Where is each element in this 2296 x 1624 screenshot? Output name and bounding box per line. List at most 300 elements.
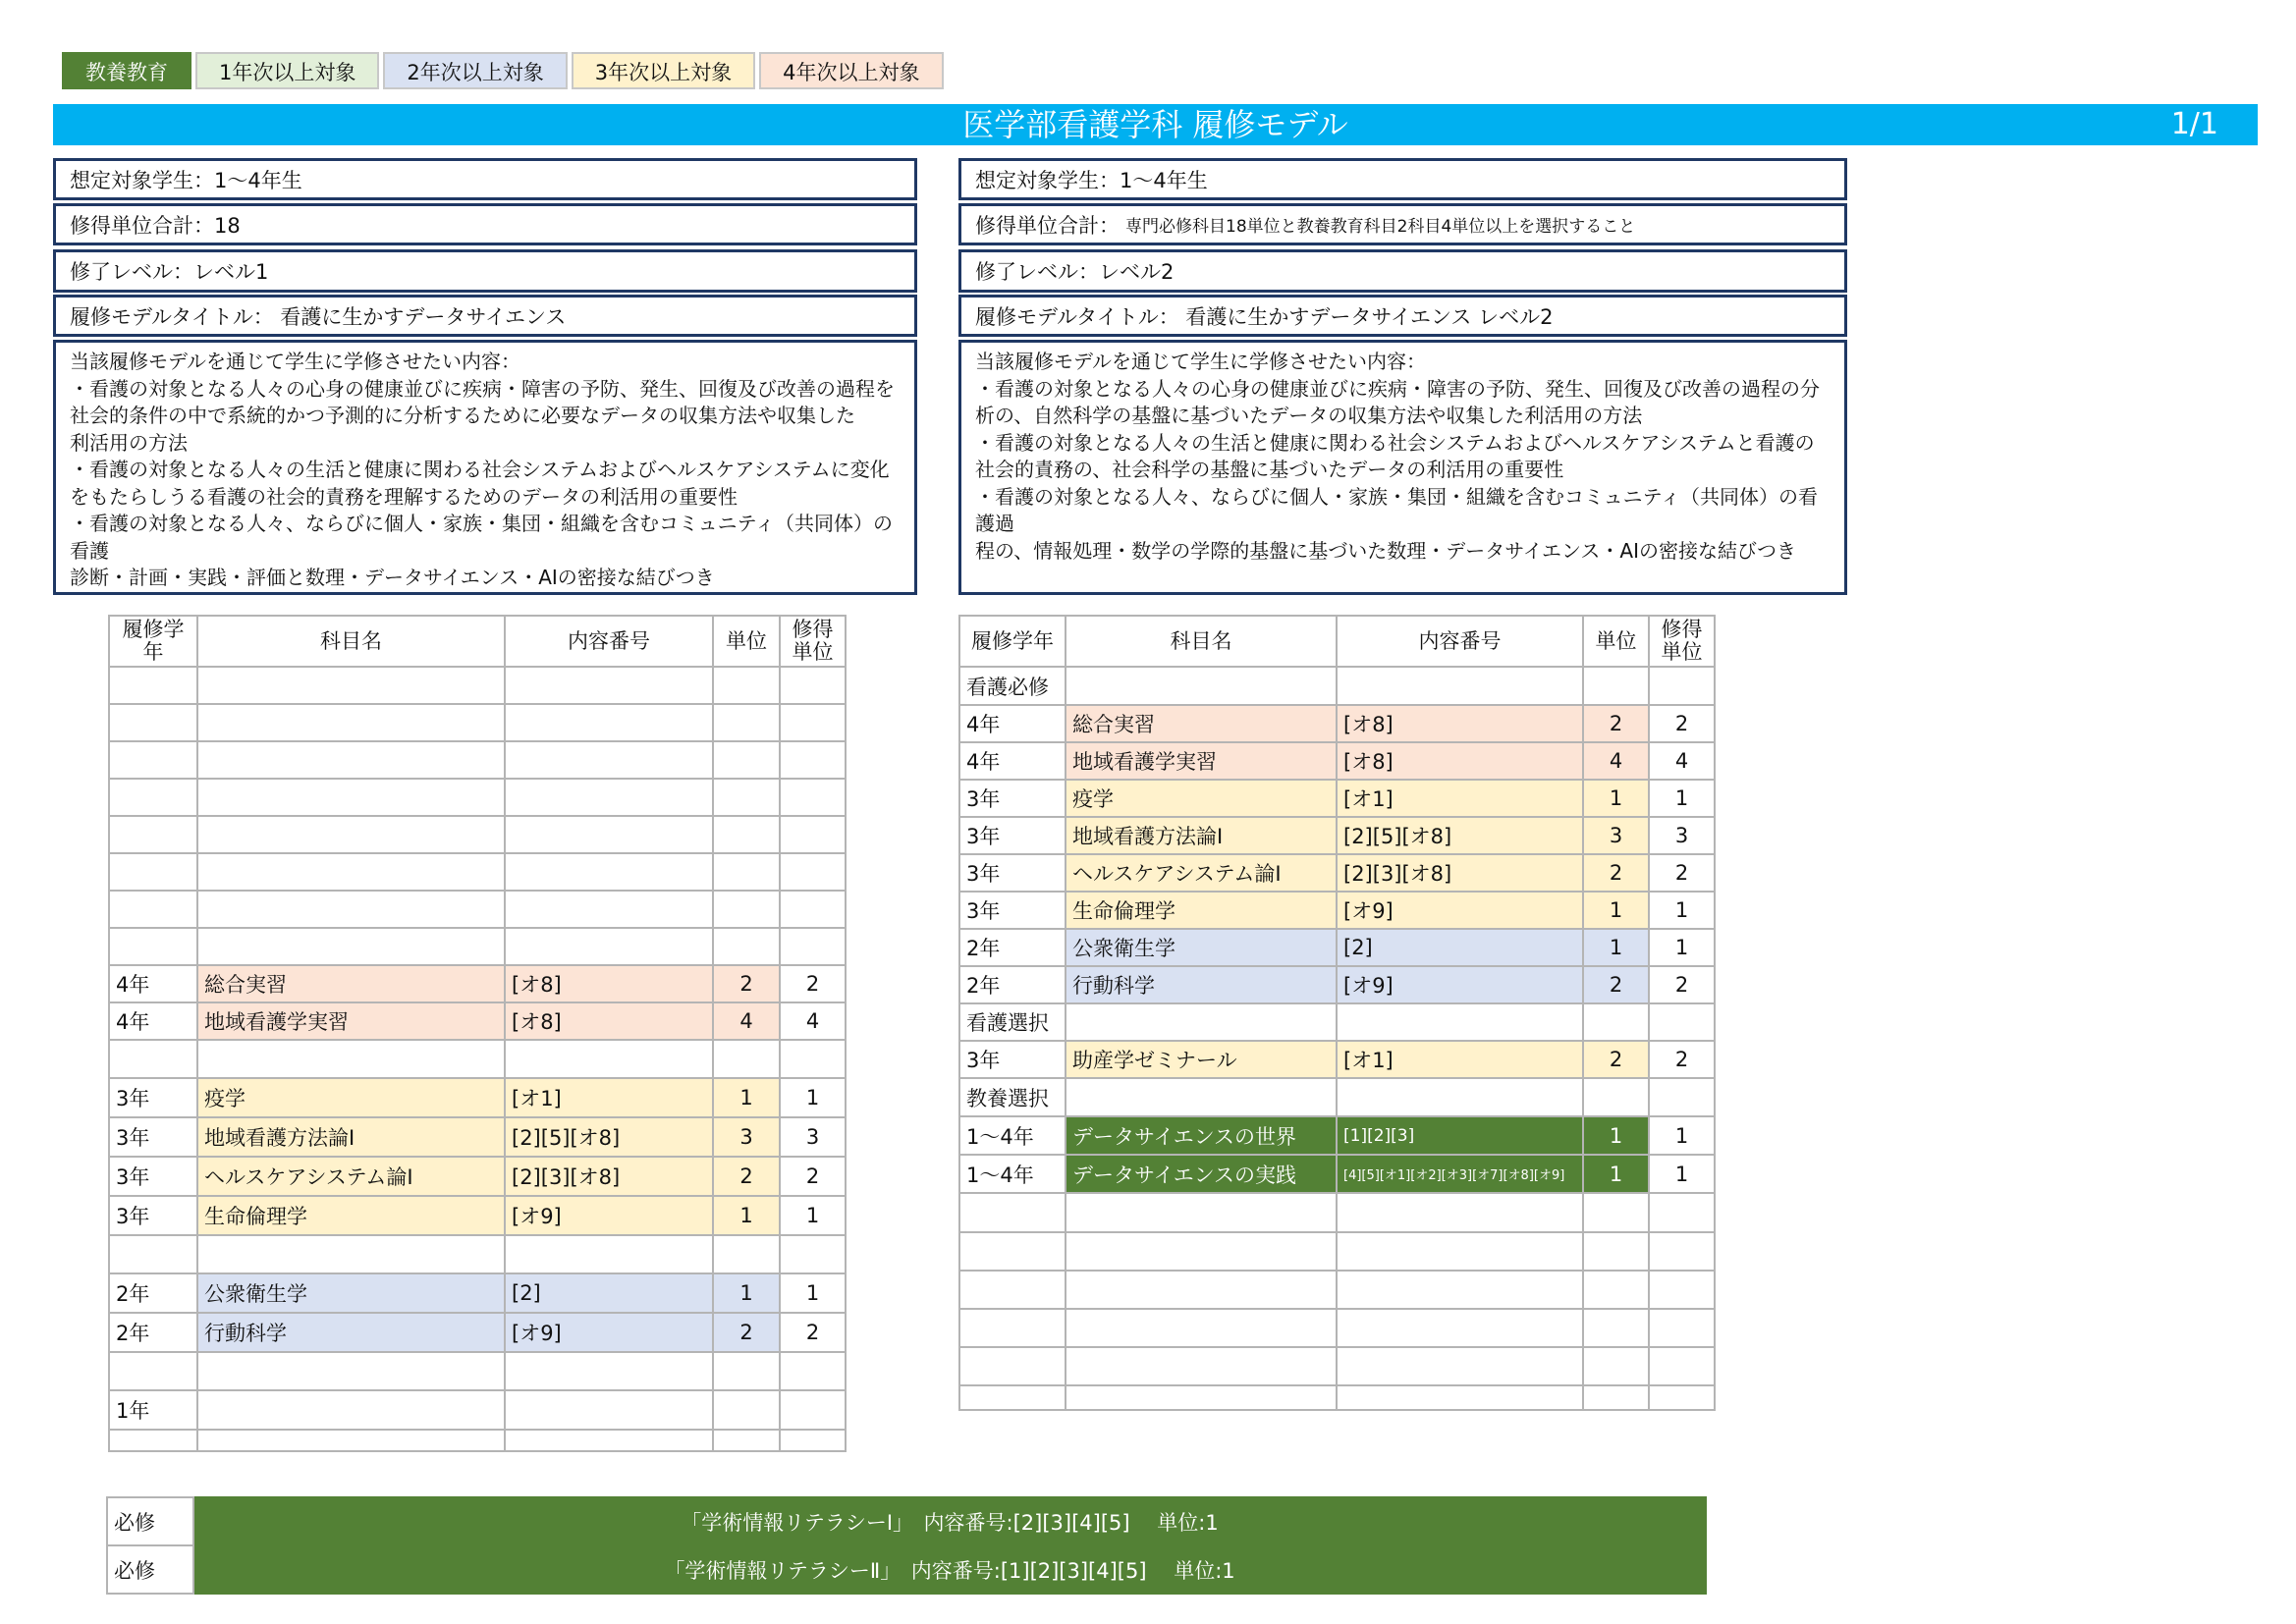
header-content-number: 内容番号 [1337, 616, 1583, 667]
earned-units-cell: 1 [780, 1078, 846, 1117]
course-name-cell [197, 816, 505, 853]
year-cell [109, 928, 197, 965]
course-name-cell [197, 853, 505, 891]
course-name-cell: 疫学 [197, 1078, 505, 1117]
earned-units-cell [780, 667, 846, 704]
content-number-cell [1337, 1347, 1583, 1385]
course-name-cell: 助産学ゼミナール [1066, 1041, 1337, 1078]
content-number-cell: [オ8] [1337, 742, 1583, 780]
content-line: ・看護の対象となる人々の心身の健康並びに疾病・障害の予防、発生、回復及び改善の過程を [70, 376, 895, 401]
year-cell: 3年 [959, 780, 1066, 817]
earned-units-cell [780, 891, 846, 928]
content-number-cell: [オ8] [1337, 705, 1583, 742]
course-name-cell [197, 779, 505, 816]
table-row [959, 892, 1715, 929]
course-name-cell [197, 1040, 505, 1078]
year-cell [959, 1271, 1066, 1309]
table-row [959, 667, 1715, 705]
year-cell [109, 667, 197, 704]
course-name-cell [1066, 1232, 1337, 1271]
table-row [959, 1347, 1715, 1385]
earned-units-cell [1649, 1271, 1715, 1309]
content-line: ・看護の対象となる人々の生活と健康に関わる社会システムおよびヘルスケアシステムに変化 [70, 458, 890, 481]
required-label: 必修 [107, 1545, 193, 1594]
course-name-cell [197, 667, 505, 704]
earned-units-cell [1649, 1347, 1715, 1385]
course-name-cell: 地域看護方法論Ⅰ [1066, 817, 1337, 854]
earned-units-cell [1649, 667, 1715, 705]
units-cell: 2 [1583, 705, 1649, 742]
header-content-number: 内容番号 [505, 616, 713, 667]
table-row [109, 704, 846, 741]
units-cell: 2 [713, 965, 780, 1002]
content-number-cell: [オ8] [505, 1002, 713, 1040]
units-cell [713, 779, 780, 816]
content-number-cell [1337, 667, 1583, 705]
course-name-cell: 公衆衛生学 [197, 1273, 505, 1313]
earned-units-cell: 1 [1649, 1155, 1715, 1193]
earned-units-cell: 2 [1649, 705, 1715, 742]
left-target-text: 想定対象学生：1～4年生 [70, 168, 302, 192]
year-cell: 3年 [959, 817, 1066, 854]
table-header-row [109, 616, 846, 667]
course-name-cell [197, 1390, 505, 1430]
header-course: 科目名 [1066, 616, 1337, 667]
earned-units-cell [780, 704, 846, 741]
earned-units-cell [780, 779, 846, 816]
course-name-cell: 総合実習 [197, 965, 505, 1002]
table-row [959, 742, 1715, 780]
year-cell: 4年 [959, 742, 1066, 780]
right-credits-note: 専門必修科目18単位と教養教育科目2科目4単位以上を選択すること [1125, 217, 1636, 237]
left-credits-total [53, 203, 917, 245]
content-number-cell: [オ9] [505, 1196, 713, 1235]
earned-units-cell: 4 [1649, 742, 1715, 780]
required-row [107, 1497, 1706, 1545]
course-name-cell [197, 1352, 505, 1390]
earned-units-cell [780, 928, 846, 965]
earned-units-cell [1649, 1309, 1715, 1347]
earned-units-cell [1649, 1193, 1715, 1232]
earned-units-cell: 2 [780, 965, 846, 1002]
year-cell [959, 1347, 1066, 1385]
units-cell [713, 853, 780, 891]
table-row [109, 1002, 846, 1040]
left-model-title [53, 295, 917, 337]
earned-units-cell [1649, 1232, 1715, 1271]
earned-units-cell: 2 [780, 1157, 846, 1196]
content-line: 当該履修モデルを通じて学生に学修させたい内容： [70, 350, 520, 373]
course-name-cell [197, 928, 505, 965]
required-courses [106, 1496, 1707, 1595]
content-line: ・看護の対象となる人々、ならびに個人・家族・集団・組織を含むコミュニティ（共同体）の看護 [70, 512, 893, 563]
year-cell [109, 1235, 197, 1273]
table-row [109, 1273, 846, 1313]
earned-units-cell: 1 [1649, 780, 1715, 817]
content-number-cell: [オ9] [1337, 892, 1583, 929]
earned-units-cell [780, 1235, 846, 1273]
units-cell [1583, 1193, 1649, 1232]
content-number-cell [1337, 1003, 1583, 1041]
legend-year2: 2年次以上対象 [383, 52, 567, 89]
course-name-cell [1066, 1003, 1337, 1041]
table-row [959, 1155, 1715, 1193]
earned-units-cell: 4 [780, 1002, 846, 1040]
content-number-cell [505, 1390, 713, 1430]
table-row [959, 929, 1715, 966]
units-cell: 1 [1583, 929, 1649, 966]
course-name-cell [197, 1430, 505, 1451]
course-name-cell: 公衆衛生学 [1066, 929, 1337, 966]
content-line: 診断・計画・実践・評価と数理・データサイエンス・AIの密接な結びつき [70, 566, 715, 589]
content-line: 社会的責務の、社会科学の基盤に基づいたデータの利活用の重要性 [975, 458, 1564, 481]
table-row [109, 741, 846, 779]
table-row [109, 928, 846, 965]
content-number-cell [505, 667, 713, 704]
content-number-cell: [2][3][オ8] [505, 1157, 713, 1196]
earned-units-cell [780, 741, 846, 779]
units-cell [713, 1390, 780, 1430]
year-cell: 4年 [959, 705, 1066, 742]
units-cell [713, 1352, 780, 1390]
year-cell: 2年 [959, 929, 1066, 966]
table-row [109, 965, 846, 1002]
content-number-cell [505, 779, 713, 816]
left-course-table [108, 615, 847, 1452]
content-number-cell [1337, 1385, 1583, 1410]
right-model-title-text: 履修モデルタイトル： 看護に生かすデータサイエンス レベル2 [975, 304, 1554, 329]
content-number-cell [1337, 1232, 1583, 1271]
content-number-cell: [2][5][オ8] [505, 1117, 713, 1157]
content-line: ・看護の対象となる人々、ならびに個人・家族・集団・組織を含むコミュニティ（共同体）の看護過 [975, 484, 1818, 535]
course-name-cell: 行動科学 [1066, 966, 1337, 1003]
table-row [109, 1430, 846, 1451]
earned-units-cell: 2 [1649, 854, 1715, 892]
year-cell [109, 853, 197, 891]
year-cell [109, 779, 197, 816]
year-cell: 3年 [109, 1117, 197, 1157]
units-cell: 2 [713, 1313, 780, 1352]
year-cell [109, 1040, 197, 1078]
left-target-students [53, 158, 917, 200]
units-cell: 1 [713, 1273, 780, 1313]
content-number-cell: [2][3][オ8] [1337, 854, 1583, 892]
content-number-cell [1337, 1078, 1583, 1116]
units-cell [1583, 1232, 1649, 1271]
units-cell [713, 816, 780, 853]
table-row [109, 853, 846, 891]
earned-units-cell: 1 [1649, 892, 1715, 929]
course-name-cell: 地域看護学実習 [1066, 742, 1337, 780]
year-cell [959, 1193, 1066, 1232]
year-cell: 3年 [959, 1041, 1066, 1078]
year-cell [109, 1430, 197, 1451]
content-number-cell [505, 1352, 713, 1390]
year-cell: 教養選択 [959, 1078, 1066, 1116]
content-line: をもたらしうる看護の社会的責務を理解するためのデータの利活用の重要性 [70, 484, 738, 509]
units-cell [1583, 667, 1649, 705]
units-cell: 2 [713, 1157, 780, 1196]
earned-units-cell: 1 [780, 1196, 846, 1235]
left-completion-level [53, 249, 917, 293]
required-course-literacy-2: 「学術情報リテラシーⅡ」 内容番号:[1][2][3][4][5] 単位:1 [193, 1545, 1706, 1594]
content-number-cell [505, 741, 713, 779]
units-cell: 1 [1583, 892, 1649, 929]
table-row [959, 1078, 1715, 1116]
page-title: 医学部看護学科 履修モデル [962, 106, 1348, 143]
content-number-cell [505, 1235, 713, 1273]
course-name-cell [1066, 1309, 1337, 1347]
header-earned-units: 修得単位 [1649, 616, 1715, 667]
units-cell: 1 [713, 1196, 780, 1235]
header-units: 単位 [1583, 616, 1649, 667]
table-row [109, 1235, 846, 1273]
course-name-cell: 総合実習 [1066, 705, 1337, 742]
year-cell [109, 1352, 197, 1390]
content-number-cell: [2][5][オ8] [1337, 817, 1583, 854]
course-name-cell [1066, 1271, 1337, 1309]
content-number-cell: [4][5][オ1][オ2][オ3][オ7][オ8][オ9] [1337, 1155, 1583, 1193]
legend-year1: 1年次以上対象 [195, 52, 379, 89]
left-model-title-text: 履修モデルタイトル： 看護に生かすデータサイエンス [70, 304, 567, 329]
right-course-table [958, 615, 1716, 1411]
course-name-cell [1066, 1347, 1337, 1385]
content-number-cell: [オ9] [505, 1313, 713, 1352]
table-row [959, 780, 1715, 817]
content-line: 析の、自然科学の基盤に基づいたデータの収集方法や収集した利活用の方法 [975, 404, 1643, 427]
table-row [959, 1193, 1715, 1232]
year-cell: 3年 [109, 1078, 197, 1117]
header-year: 履修学年 [109, 616, 197, 667]
table-row [109, 1117, 846, 1157]
units-cell [713, 1235, 780, 1273]
course-name-cell [1066, 667, 1337, 705]
course-name-cell: 行動科学 [197, 1313, 505, 1352]
table-row [109, 1390, 846, 1430]
earned-units-cell: 3 [780, 1117, 846, 1157]
units-cell: 1 [1583, 1155, 1649, 1193]
table-row [959, 1385, 1715, 1410]
table-row [109, 779, 846, 816]
year-cell: 看護選択 [959, 1003, 1066, 1041]
year-cell: 3年 [959, 892, 1066, 929]
table-row [109, 1196, 846, 1235]
units-cell [1583, 1078, 1649, 1116]
units-cell [1583, 1347, 1649, 1385]
required-course-literacy-1: 「学術情報リテラシーⅠ」 内容番号:[2][3][4][5] 単位:1 [193, 1497, 1706, 1545]
content-line: 社会的条件の中で系統的かつ予測的に分析するために必要なデータの収集方法や収集した [70, 404, 855, 427]
right-target-text: 想定対象学生：1～4年生 [975, 168, 1208, 192]
year-cell [959, 1232, 1066, 1271]
units-cell [713, 667, 780, 704]
year-cell: 2年 [109, 1313, 197, 1352]
year-cell [109, 704, 197, 741]
units-cell: 4 [713, 1002, 780, 1040]
year-cell: 2年 [109, 1273, 197, 1313]
year-cell: 4年 [109, 965, 197, 1002]
table-row [959, 966, 1715, 1003]
earned-units-cell [780, 1390, 846, 1430]
earned-units-cell [1649, 1078, 1715, 1116]
course-name-cell [1066, 1193, 1337, 1232]
course-name-cell: ヘルスケアシステム論Ⅰ [197, 1157, 505, 1196]
earned-units-cell: 1 [780, 1273, 846, 1313]
course-name-cell: ヘルスケアシステム論Ⅰ [1066, 854, 1337, 892]
year-cell: 1～4年 [959, 1155, 1066, 1193]
earned-units-cell [1649, 1003, 1715, 1041]
course-name-cell [1066, 1078, 1337, 1116]
table-row [959, 1003, 1715, 1041]
content-line: 程の、情報処理・数学の学際的基盤に基づいた数理・データサイエンス・AIの密接な結びつき [975, 538, 1796, 563]
required-row [107, 1545, 1706, 1594]
earned-units-cell [780, 1352, 846, 1390]
units-cell [713, 928, 780, 965]
units-cell: 4 [1583, 742, 1649, 780]
content-line: 当該履修モデルを通じて学生に学修させたい内容： [975, 350, 1426, 373]
table-row [109, 1313, 846, 1352]
required-label: 必修 [107, 1497, 193, 1545]
left-credits-text: 修得単位合計：18 [70, 213, 241, 238]
course-name-cell [1066, 1385, 1337, 1410]
table-row [959, 1116, 1715, 1155]
right-credits-label: 修得単位合計： [975, 213, 1120, 238]
year-cell [959, 1385, 1066, 1410]
right-model-title [958, 295, 1847, 337]
table-row [109, 1352, 846, 1390]
year-cell [959, 1309, 1066, 1347]
earned-units-cell [1649, 1385, 1715, 1410]
content-number-cell: [1][2][3] [1337, 1116, 1583, 1155]
right-credits-total [958, 203, 1847, 245]
table-row [959, 1041, 1715, 1078]
units-cell [1583, 1003, 1649, 1041]
earned-units-cell: 1 [1649, 1116, 1715, 1155]
units-cell [1583, 1309, 1649, 1347]
year-cell [109, 816, 197, 853]
units-cell: 1 [1583, 780, 1649, 817]
header-units: 単位 [713, 616, 780, 667]
earned-units-cell: 3 [1649, 817, 1715, 854]
units-cell [1583, 1271, 1649, 1309]
units-cell [713, 891, 780, 928]
year-cell: 2年 [959, 966, 1066, 1003]
year-cell [109, 891, 197, 928]
table-row [109, 1040, 846, 1078]
year-cell: 1～4年 [959, 1116, 1066, 1155]
content-number-cell [505, 1430, 713, 1451]
table-row [959, 705, 1715, 742]
content-number-cell: [2] [1337, 929, 1583, 966]
legend [62, 52, 944, 89]
right-learning-content [958, 340, 1847, 595]
right-target-students [958, 158, 1847, 200]
content-number-cell [505, 928, 713, 965]
header-earned-units: 修得単位 [780, 616, 846, 667]
table-row [109, 667, 846, 704]
table-row [109, 1157, 846, 1196]
content-line: 利活用の方法 [70, 430, 188, 455]
content-number-cell: [2] [505, 1273, 713, 1313]
page-number: 1/1 [2170, 107, 2218, 141]
left-level-text: 修了レベル：レベル1 [70, 260, 269, 284]
content-number-cell [1337, 1309, 1583, 1347]
course-name-cell: 疫学 [1066, 780, 1337, 817]
content-number-cell: [オ1] [1337, 780, 1583, 817]
table-row [959, 1271, 1715, 1309]
content-number-cell: [オ1] [505, 1078, 713, 1117]
units-cell [713, 704, 780, 741]
content-line: ・看護の対象となる人々の生活と健康に関わる社会システムおよびヘルスケアシステムと看護の [975, 430, 1815, 455]
header-course: 科目名 [197, 616, 505, 667]
page-title-banner [53, 104, 2258, 145]
year-cell: 3年 [959, 854, 1066, 892]
units-cell [713, 1430, 780, 1451]
left-learning-content [53, 340, 917, 595]
year-cell: 看護必修 [959, 667, 1066, 705]
units-cell: 1 [713, 1078, 780, 1117]
content-number-cell [505, 1040, 713, 1078]
earned-units-cell [780, 816, 846, 853]
units-cell: 2 [1583, 966, 1649, 1003]
year-cell: 1年 [109, 1390, 197, 1430]
course-name-cell: 地域看護学実習 [197, 1002, 505, 1040]
content-number-cell [505, 891, 713, 928]
year-cell: 3年 [109, 1196, 197, 1235]
earned-units-cell: 2 [1649, 966, 1715, 1003]
course-name-cell: 生命倫理学 [197, 1196, 505, 1235]
content-number-cell [1337, 1271, 1583, 1309]
units-cell [1583, 1385, 1649, 1410]
units-cell: 2 [1583, 1041, 1649, 1078]
course-name-cell: データサイエンスの世界 [1066, 1116, 1337, 1155]
content-line: ・看護の対象となる人々の心身の健康並びに疾病・障害の予防、発生、回復及び改善の過程の分 [975, 376, 1820, 401]
table-row [109, 891, 846, 928]
earned-units-cell: 2 [780, 1313, 846, 1352]
content-number-cell: [オ1] [1337, 1041, 1583, 1078]
table-row [959, 817, 1715, 854]
table-row [109, 816, 846, 853]
earned-units-cell [780, 853, 846, 891]
legend-year4: 4年次以上対象 [759, 52, 943, 89]
year-cell: 4年 [109, 1002, 197, 1040]
year-cell [109, 741, 197, 779]
right-level-text: 修了レベル：レベル2 [975, 260, 1175, 284]
content-number-cell [505, 853, 713, 891]
course-name-cell: データサイエンスの実践 [1066, 1155, 1337, 1193]
course-name-cell [197, 1235, 505, 1273]
content-number-cell: [オ9] [1337, 966, 1583, 1003]
course-name-cell [197, 891, 505, 928]
course-name-cell [197, 704, 505, 741]
units-cell: 3 [1583, 817, 1649, 854]
units-cell: 3 [713, 1117, 780, 1157]
earned-units-cell [780, 1040, 846, 1078]
units-cell [713, 741, 780, 779]
content-number-cell [1337, 1193, 1583, 1232]
year-cell: 3年 [109, 1157, 197, 1196]
course-name-cell [197, 741, 505, 779]
content-number-cell: [オ8] [505, 965, 713, 1002]
earned-units-cell: 2 [1649, 1041, 1715, 1078]
table-row [109, 1078, 846, 1117]
legend-year3: 3年次以上対象 [572, 52, 755, 89]
earned-units-cell [780, 1430, 846, 1451]
units-cell: 1 [1583, 1116, 1649, 1155]
right-completion-level [958, 249, 1847, 293]
table-header-row [959, 616, 1715, 667]
content-number-cell [505, 704, 713, 741]
table-row [959, 854, 1715, 892]
